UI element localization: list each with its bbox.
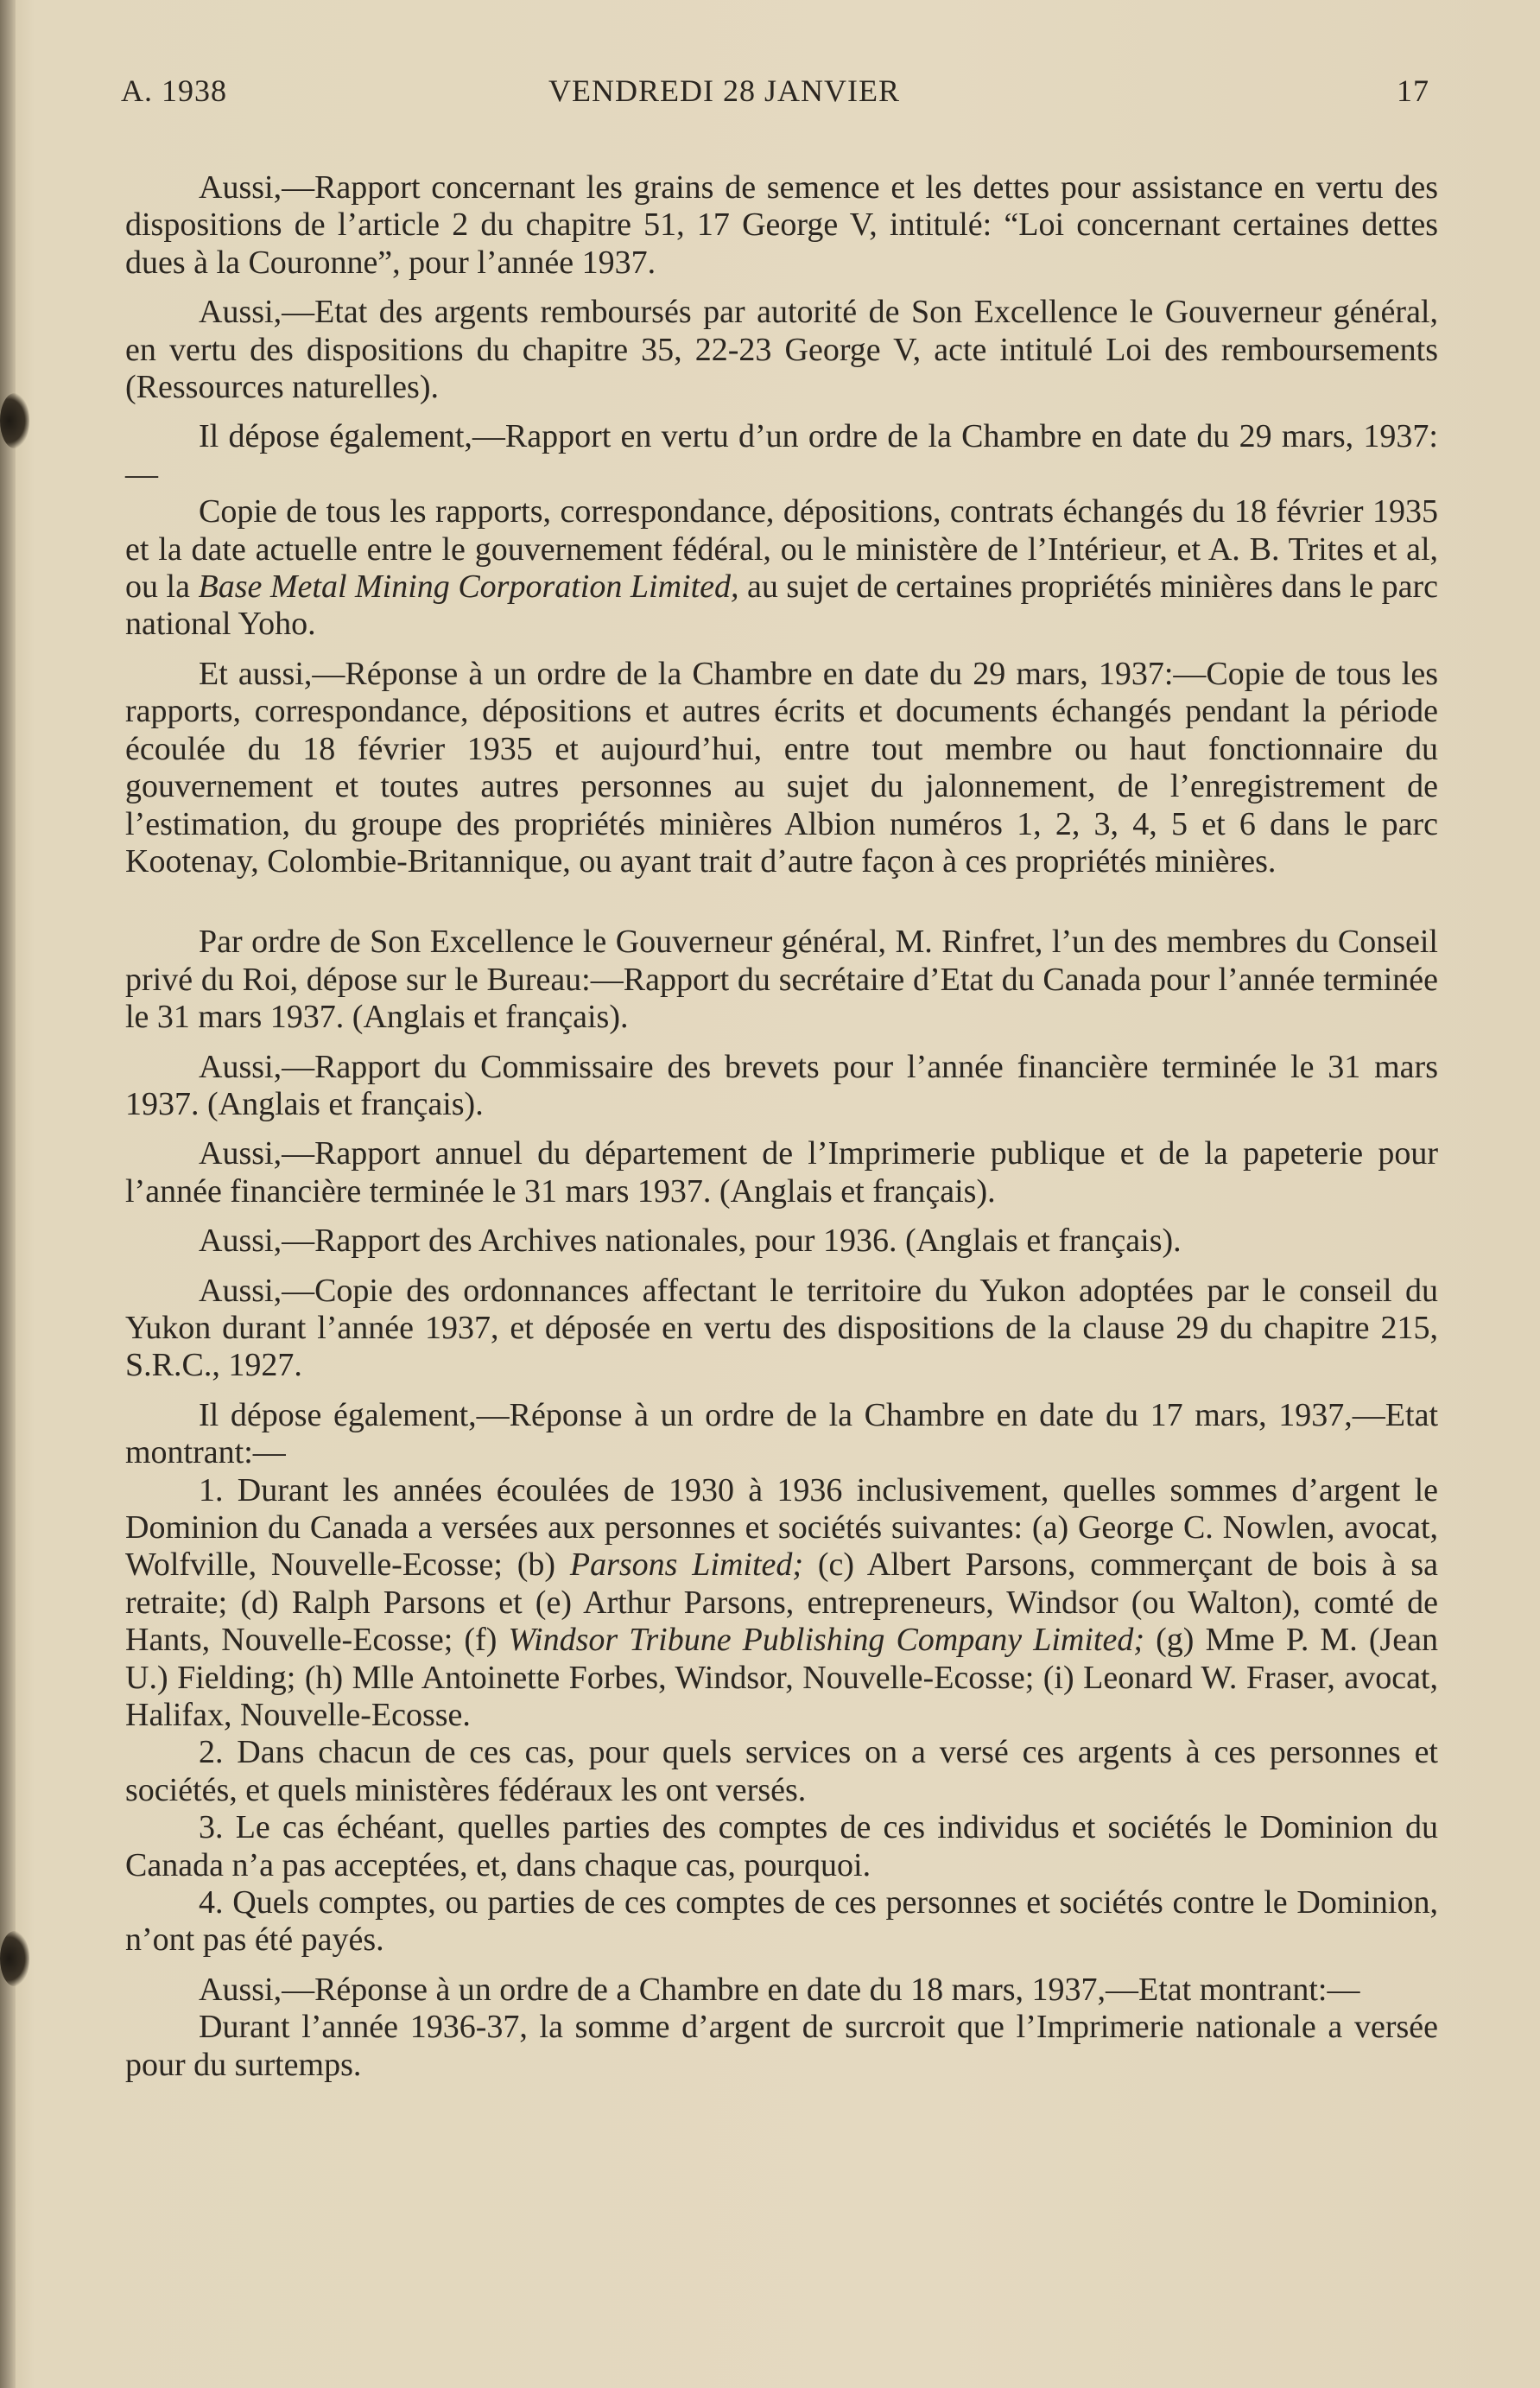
paragraph: Aussi,—Rapport concernant les grains de semence et les dettes pour assistance en vertu des dispositions de l’article 2 du chapitre 51, 17 George V, intitulé: “Loi concernant certaines dettes dues à la Couronne”, pour l’année 1937. xyxy=(125,169,1438,281)
paragraph: Et aussi,—Réponse à un ordre de la Chambre en date du 29 mars, 1937:—Copie de tous les rapports, correspondance, dépositions et autres écrits et documents échangés pendant la période écoulée du 18 février 1935 et aujourd’hui, entre tout membre ou haut fonctionnaire du gouvernement et toutes autres personnes au sujet du jalonnement, de l’enregistrement de l’estimation, du groupe des propriétés minières Albion numéros 1, 2, 3, 4, 5 et 6 dans le parc Kootenay, Colombie-Britannique, ou ayant trait d’autre façon à ces propriétés minières. xyxy=(125,655,1438,880)
list-item: 2. Dans chacun de ces cas, pour quels services on a versé ces argents à ces personnes et sociétés, et quels ministères fédéraux les ont versés. xyxy=(125,1734,1438,1808)
header-date: VENDREDI 28 JANVIER xyxy=(548,73,900,108)
document-body xyxy=(125,169,1438,2096)
paragraph-text: (c) Albert Parsons, commerçant de bois à sa retraite; (d) Ralph Parsons et (e) Arthur Parsons, entrepreneurs, Windsor (ou Walton), comté de Hants, Nouvelle-Ecosse; (f) xyxy=(125,1546,1439,1659)
paragraph: Aussi,—Rapport du Commissaire des brevets pour l’année financière terminée le 31 mars 1937. (Anglais et français). xyxy=(125,1048,1438,1122)
paragraph: Il dépose également,—Réponse à un ordre de la Chambre en date du 17 mars, 1937,—Etat montrant:— xyxy=(125,1396,1438,1471)
paragraph-text: Copie de tous les rapports, correspondance, dépositions, contrats échangés du 18 février 1935 et la date actuelle entre le gouvernement fédéral, ou le ministère de l’Intérieur, et A. B. Trites et al, ou la xyxy=(125,493,1438,606)
paragraph: Aussi,—Etat des argents remboursés par autorité de Son Excellence le Gouverneur général, en vertu des dispositions du chapitre 35, 22-23 George V, acte intitulé Loi des remboursements (Ressources naturelles). xyxy=(125,294,1438,406)
list-item xyxy=(125,1472,1438,1735)
binding-hole xyxy=(0,1931,29,1986)
company-name: Base Metal Mining Corporation Limited, xyxy=(198,568,739,606)
list-item: 4. Quels comptes, ou parties de ces comptes de ces personnes et sociétés contre le Dominion, n’ont pas été payés. xyxy=(125,1884,1438,1959)
paragraph: Aussi,—Réponse à un ordre de a Chambre en date du 18 mars, 1937,—Etat montrant:— xyxy=(199,1971,1360,2008)
company-name: Windsor Tribune Publishing Company Limited; xyxy=(508,1622,1145,1659)
paragraph xyxy=(125,493,1438,644)
paragraph-text: (g) Mme P. M. (Jean U.) Fielding; (h) Mlle Antoinette Forbes, Windsor, Nouvelle-Ecosse; (i) Leonard W. Fraser, avocat, Halifax, Nouvelle-Ecosse. xyxy=(125,1622,1439,1734)
binding-hole xyxy=(0,393,29,448)
binding-edge xyxy=(0,0,16,2388)
paragraph: Il dépose également,—Rapport en vertu d’un ordre de la Chambre en date du 29 mars, 1937:— xyxy=(125,418,1438,492)
company-name: Parsons Limited; xyxy=(569,1546,804,1584)
paragraph-text: au sujet de certaines propriétés minières dans le parc national Yoho. xyxy=(125,568,1438,643)
paragraph: Aussi,—Rapport annuel du département de l’Imprimerie publique et de la papeterie pour l’année financière terminée le 31 mars 1937. (Anglais et français). xyxy=(125,1135,1438,1210)
paragraph: Aussi,—Copie des ordonnances affectant le territoire du Yukon adoptées par le conseil du Yukon durant l’année 1937, et déposée en vertu des dispositions de la clause 29 du chapitre 215, S.R.C., 1927. xyxy=(125,1272,1438,1384)
paragraph: Durant l’année 1936-37, la somme d’argent de surcroit que l’Imprimerie nationale a versée pour du surtemps. xyxy=(125,2009,1438,2083)
paragraph: Par ordre de Son Excellence le Gouverneur général, M. Rinfret, l’un des membres du Conseil privé du Roi, dépose sur le Bureau:—Rapport du secrétaire d’Etat du Canada pour l’année terminée le 31 mars 1937. (Anglais et français). xyxy=(125,924,1438,1036)
list-item: 3. Le cas échéant, quelles parties des comptes de ces individus et sociétés le Dominion du Canada n’a pas acceptées, et, dans chaque cas, pourquoi. xyxy=(125,1809,1438,1883)
paragraph: Aussi,—Rapport des Archives nationales, pour 1936. (Anglais et français). xyxy=(199,1223,1182,1260)
page-number: 17 xyxy=(1397,73,1429,108)
paragraph-text: (a) George C. Nowlen, avocat, Wolfville, Nouvelle-Ecosse; (b) xyxy=(125,1509,1439,1584)
running-header xyxy=(121,73,1429,116)
paragraph-text: 1. Durant les années écoulées de 1930 à 1936 inclusivement, quelles sommes d’argent le Dominion du Canada a versées aux personnes et sociétés suivantes: xyxy=(125,1471,1438,1546)
header-year: A. 1938 xyxy=(121,73,227,108)
